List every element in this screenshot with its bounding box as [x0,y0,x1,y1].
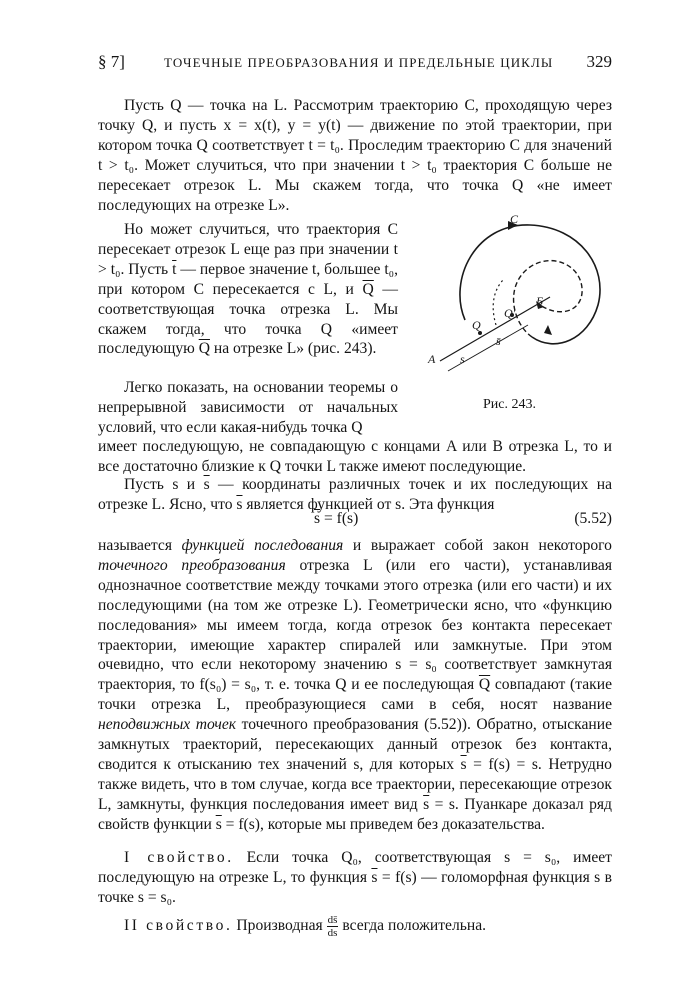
paragraph-7 [98,914,612,939]
formula-s-bar: $\overline{s}$ [314,510,321,527]
p4-s-bar-2: $\overline{s}$ [236,495,243,513]
page-header [98,52,612,80]
p6-s-bar: $\overline{s}$ [371,868,378,886]
p5-s-bar-2: $\overline{s}$ [423,795,430,813]
label-a: A [428,352,436,366]
p7-text-2: всегда положительна. [338,917,487,935]
label-s: s [460,352,465,366]
figure-caption: Рис. 243. [483,397,536,412]
figure-243-spiral [420,205,616,395]
paragraph-1: Пусть Q — точка на L. Рассмотрим траекторию C, проходящую через точку Q, и пусть x = x(t), y = y(t) — движение по этой траектории, при котором точка Q соответствует t = t₀. Проследим траекторию C для значений t > t₀. Может случиться, что при значении t > t₀ траектория C больше не пересекает отрезок L. Мы скажем тогда, что точка Q «не имеет последующих на отрезке L». [98,97,612,214]
derivative-fraction [327,914,339,939]
running-title: ТОЧЕЧНЫЕ ПРЕОБРАЗОВАНИЯ И ПРЕДЕЛЬНЫЕ ЦИКЛЫ [164,55,554,70]
p2-q-bar-2: $\overline{Q}$ [198,340,210,358]
p5-s-bar-3: $\overline{s}$ [215,815,222,833]
fraction-denominator: ds [327,927,338,939]
p5-text-8: = f(s), которые мы приведем без доказательства. [221,815,545,833]
paragraph-5 [98,536,612,835]
p2-text-4: на отрезке L» (рис. 243). [209,340,377,358]
p4-s-bar: $\overline{s}$ [203,476,210,493]
p7-text-1: Производная [232,917,327,935]
p5-text-4: совпадают (такие точки отрезка L, преобразующиеся сами в себя, носят название [98,676,612,714]
paragraph-6 [98,848,612,908]
p5-text-7: = s. Пуанкаре доказал ряд свойств функции [98,795,612,833]
formula-number: (5.52) [574,510,612,527]
term-point-transformation: точечного преобразования [98,556,286,574]
formula-rest: = f(s) [320,510,359,527]
paragraph-3b: имеет последующую, не совпадающую с концами A или B отрезка L, то и все достаточно близкие к Q точки L также имеют последующие. [98,438,612,475]
p2-text-2: — первое значение t, большее t₀, при котором C пересекается с L, и [98,260,398,298]
p5-s-bar-1: $\overline{s}$ [460,755,467,773]
label-c: C [510,212,519,226]
p5-text-2: и выражает собой закон некоторого [343,537,612,554]
p2-q-bar: $\overline{Q}$ [362,280,374,298]
p2-text-3: — соответствующая точка отрезка L. Мы скажем тогда, что точка Q «имеет последующую [98,280,399,358]
fraction-numerator: ds̄ [327,914,338,926]
p5-q-bar: $\overline{Q}$ [478,676,491,694]
label-b: Б [536,294,544,308]
section-marker: § 7] [98,52,125,71]
outer-spiral-curve [460,225,600,344]
term-fixed-points: неподвижных точек [98,716,237,734]
label-q-prime: Q′ [504,306,516,320]
p6-text-2: = f(s) — голоморфная функция s в точке s = s₀. [98,868,612,906]
property-1-label: I свойство. [124,849,234,866]
p5-text-6: = f(s) = s. Нетрудно также видеть, что в том случае, когда все траектории, пересекающие отрезок L, замкнуты, функция последования имеет вид [98,755,612,813]
p5-text-5: точечного преобразования (5.52)). Обратно, отыскание замкнутых траекторий, пересекающих данный отрезок без контакта, сводится к отысканию тех значений s, для которых [98,716,612,773]
segment-l-line [440,297,550,361]
p4-text-2: — координаты различных точек и их последующих на отрезке L. Ясно, что [98,476,612,513]
label-q: Q [472,318,481,332]
arrow-head-right [544,325,552,335]
p6-text-1: Если точка Q₀, соответствующая s = s₀, имеет последующую на отрезке L, то функция [98,849,612,886]
term-function-of-succession: функцией последования [181,537,344,554]
page-number: 329 [586,52,612,71]
property-2-label: II свойство. [124,917,233,935]
p4-text-1: Пусть s и [124,476,204,493]
p5-text-1: называется [98,537,182,554]
p2-text-1: Но может случиться, что траектория C пересекает отрезок L еще раз при значении t > t₀. Пусть [98,221,398,278]
p2-t-bar: $\overline{t}$ [172,260,177,278]
dashed-return-curve [493,279,504,325]
p4-text-3: является функцией от s. Эта функция [242,495,495,513]
p5-text-3: отрезка L (или его части), устанавливая однозначное соответствие между точками этого отрезка (или его части) и их последующими (на том же отрезке L). Геометрически ясно, что «функцию последования» мы имеем тогда, когда отрезок без контакта пересекает траектории, имеющие характер спиралей или замкнутые. При этом очевидно, что если некоторому значению s = s₀ соответствует замкнутая траектория, то f(s₀) = s₀, т. е. точка Q и ее последующая [98,556,613,694]
formula-expression [314,510,358,528]
label-s-bar: s̄ [496,334,501,348]
paragraph-4 [98,475,612,515]
paragraph-2 [98,220,398,359]
paragraph-3a: Легко показать, на основании теоремы о непрерывной зависимости от начальных условий, что если какая-нибудь точка Q [98,379,398,436]
formula-5-52 [98,510,612,530]
